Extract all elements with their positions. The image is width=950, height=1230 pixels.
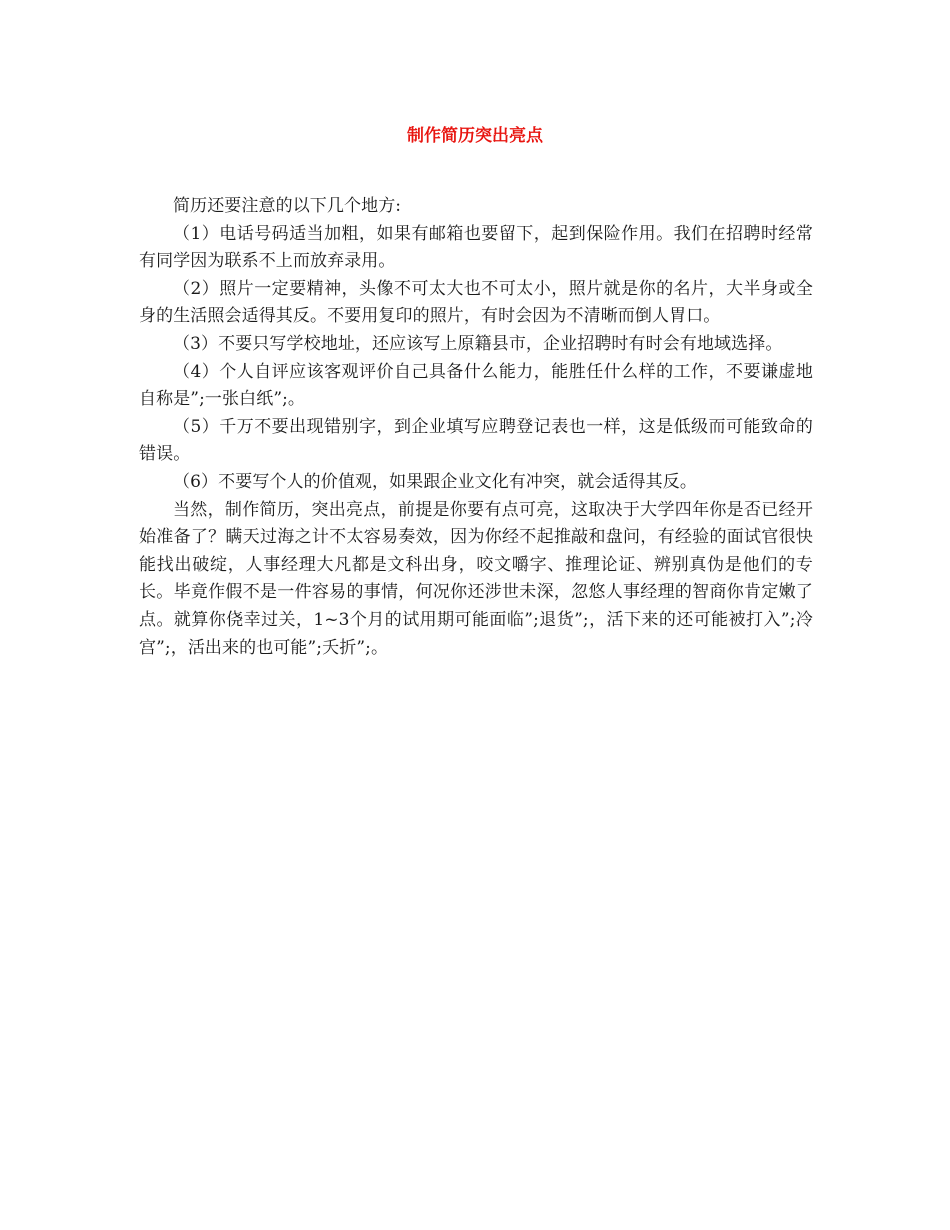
paragraph-item-5: （5）千万不要出现错别字，到企业填写应聘登记表也一样，这是低级而可能致命的错误。 (139, 416, 813, 465)
document-title: 制作简历突出亮点 (407, 126, 543, 146)
paragraph-item-1: （1）电话号码适当加粗，如果有邮箱也要留下，起到保险作用。我们在招聘时经常有同学因为联系不上而放弃录用。 (139, 223, 813, 272)
paragraph-item-6: （6）不要写个人的价值观，如果跟企业文化有冲突，就会适得其反。 (173, 471, 697, 492)
paragraph-intro: 简历还要注意的以下几个地方: (173, 196, 402, 216)
paragraph-item-4: （4）个人自评应该客观评价自己具备什么能力，能胜任什么样的工作，不要谦虚地自称是”;一张白纸”;。 (139, 361, 813, 410)
paragraph-conclusion: 当然，制作简历，突出亮点，前提是你要有点可亮，这取决于大学四年你是否已经开始准备了？瞒天过海之计不太容易奏效，因为你经不起推敲和盘问，有经验的面试官很快能找出破绽，人事经理大凡都是文科出身，咬文嚼字、推理论证、辨别真伪是他们的专长。毕竟作假不是一件容易的事情，何况你还涉世未深，忽悠人事经理的智商你肯定嫩了点。就算你侥幸过关，1~3个月的试用期可能面临”;退货”;，活下来的还可能被打入”;冷宫”;，活出来的也可能”;夭折”;。 (139, 499, 813, 658)
document-body (139, 193, 813, 662)
paragraph-item-3: （3）不要只写学校地址，还应该写上原籍县市，企业招聘时有时会有地域选择。 (173, 333, 783, 354)
paragraph-item-2: （2）照片一定要精神，头像不可太大也不可太小，照片就是你的名片，大半身或全身的生活照会适得其反。不要用复印的照片，有时会因为不清晰而倒人胃口。 (139, 278, 813, 327)
